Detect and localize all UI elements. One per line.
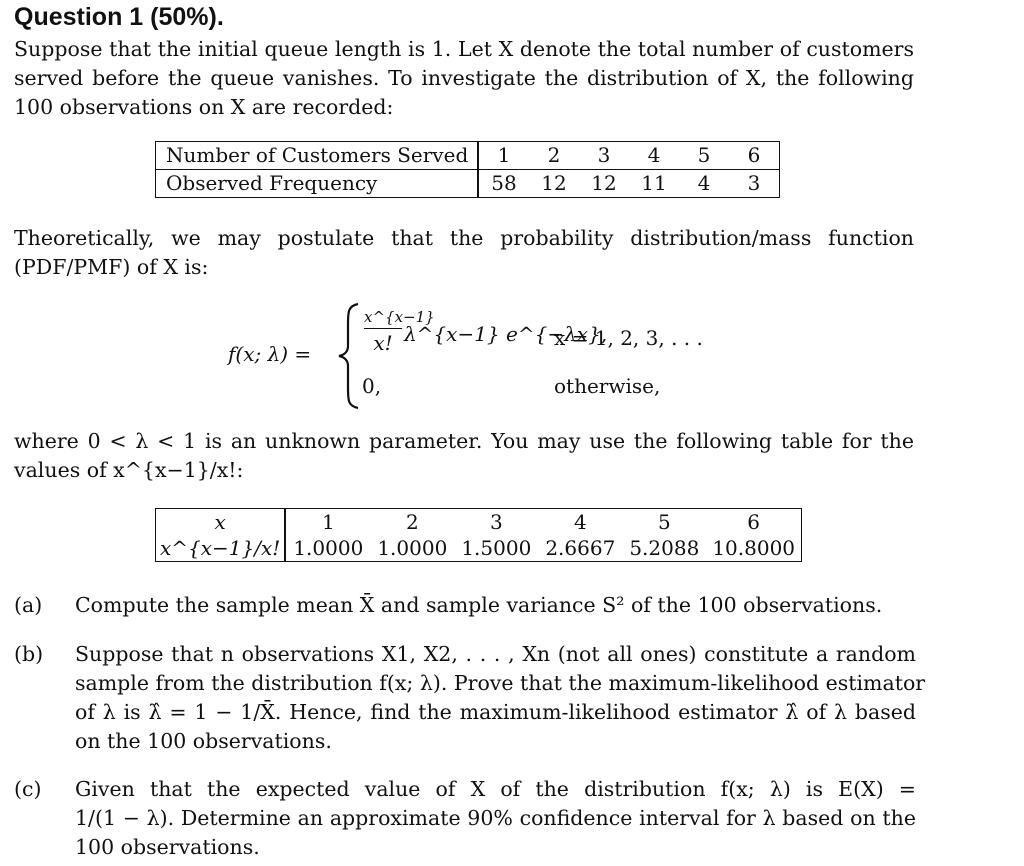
part-c bbox=[14, 775, 916, 865]
parameter-paragraph bbox=[14, 427, 914, 485]
theory-paragraph bbox=[14, 224, 914, 282]
part-body bbox=[75, 591, 916, 620]
table-cell: 2 bbox=[529, 142, 579, 170]
part-line: Compute the sample mean X̄ and sample variance S² of the 100 observations. bbox=[75, 593, 883, 617]
part-line: Given that the expected value of X of the distribution f(x; λ) is E(X) = bbox=[75, 777, 916, 801]
intro-line: Suppose that the initial queue length is 1. Let X denote the total number of customers bbox=[14, 37, 914, 61]
part-line: on the 100 observations. bbox=[75, 729, 332, 753]
part-body bbox=[75, 775, 916, 862]
table-cell: 58 bbox=[478, 170, 529, 198]
part-b bbox=[14, 640, 926, 760]
table-cell: 10.8000 bbox=[706, 535, 801, 562]
pmf-rest: λ^{x−1} e^{−λx}, bbox=[404, 322, 608, 346]
pmf-denominator: x! bbox=[373, 331, 393, 355]
pmf-numerator: x^{x−1} bbox=[364, 308, 435, 326]
table-row-header: x^{x−1}/x! bbox=[156, 535, 286, 562]
table-cell: 5.2088 bbox=[622, 535, 706, 562]
table-row-header: Observed Frequency bbox=[156, 170, 479, 198]
intro-line: served before the queue vanishes. To investigate the distribution of X, the following bbox=[14, 66, 914, 90]
fraction-bar bbox=[364, 328, 402, 329]
table-cell: 6 bbox=[729, 142, 780, 170]
part-line: of λ is λ̂ = 1 − 1/X̄. Hence, find the maximum-likelihood estimator λ̂ of λ based bbox=[75, 700, 916, 724]
part-label: (a) bbox=[14, 593, 43, 617]
part-label: (c) bbox=[14, 777, 42, 801]
table-cell: 1.0000 bbox=[370, 535, 454, 562]
parameter-line: values of x^{x−1}/x!: bbox=[14, 458, 244, 482]
table-cell: 2 bbox=[370, 509, 454, 536]
pmf-fraction bbox=[364, 308, 435, 355]
pmf-case2-condition: otherwise, bbox=[554, 374, 661, 398]
table-cell: 1.0000 bbox=[285, 535, 370, 562]
part-line: 100 observations. bbox=[75, 835, 260, 859]
part-body bbox=[75, 640, 926, 756]
theory-line: (PDF/PMF) of X is: bbox=[14, 255, 209, 279]
table-row-header: Number of Customers Served bbox=[156, 142, 479, 170]
part-line: Suppose that n observations X1, X2, . . . , Xn (not all ones) constitute a random bbox=[75, 642, 916, 666]
observations-table bbox=[155, 141, 780, 198]
part-label: (b) bbox=[14, 642, 44, 666]
table-cell: 6 bbox=[706, 509, 801, 536]
pmf-lhs: f(x; λ) = bbox=[228, 342, 312, 366]
table-cell: 4 bbox=[679, 170, 729, 198]
table-cell: 12 bbox=[529, 170, 579, 198]
table-cell: 3 bbox=[579, 142, 629, 170]
table-cell: 5 bbox=[622, 509, 706, 536]
question-title: Question 1 (50%). bbox=[14, 3, 224, 31]
table-cell: 4 bbox=[538, 509, 622, 536]
intro-paragraph bbox=[14, 35, 914, 122]
part-a bbox=[14, 591, 916, 621]
values-table bbox=[155, 508, 802, 562]
table-cell: 12 bbox=[579, 170, 629, 198]
table-row-header: x bbox=[156, 509, 286, 536]
table-cell: 1.5000 bbox=[454, 535, 538, 562]
pmf-equation bbox=[228, 300, 728, 415]
intro-line: 100 observations on X are recorded: bbox=[14, 95, 394, 119]
pmf-case1-condition: x = 1, 2, 3, . . . bbox=[554, 326, 703, 350]
table-cell: 2.6667 bbox=[538, 535, 622, 562]
table-cell: 11 bbox=[629, 170, 679, 198]
part-line: sample from the distribution f(x; λ). Prove that the maximum-likelihood estimator bbox=[75, 671, 926, 695]
table-cell: 1 bbox=[285, 509, 370, 536]
theory-line: Theoretically, we may postulate that the probability distribution/mass function bbox=[14, 226, 914, 250]
table-cell: 5 bbox=[679, 142, 729, 170]
parameter-line: where 0 < λ < 1 is an unknown parameter. You may use the following table for the bbox=[14, 429, 914, 453]
part-line: 1/(1 − λ). Determine an approximate 90% confidence interval for λ based on the bbox=[75, 806, 916, 830]
table-cell: 3 bbox=[729, 170, 780, 198]
pmf-case2-value: 0, bbox=[362, 374, 382, 398]
table-cell: 4 bbox=[629, 142, 679, 170]
table-cell: 1 bbox=[478, 142, 529, 170]
table-cell: 3 bbox=[454, 509, 538, 536]
